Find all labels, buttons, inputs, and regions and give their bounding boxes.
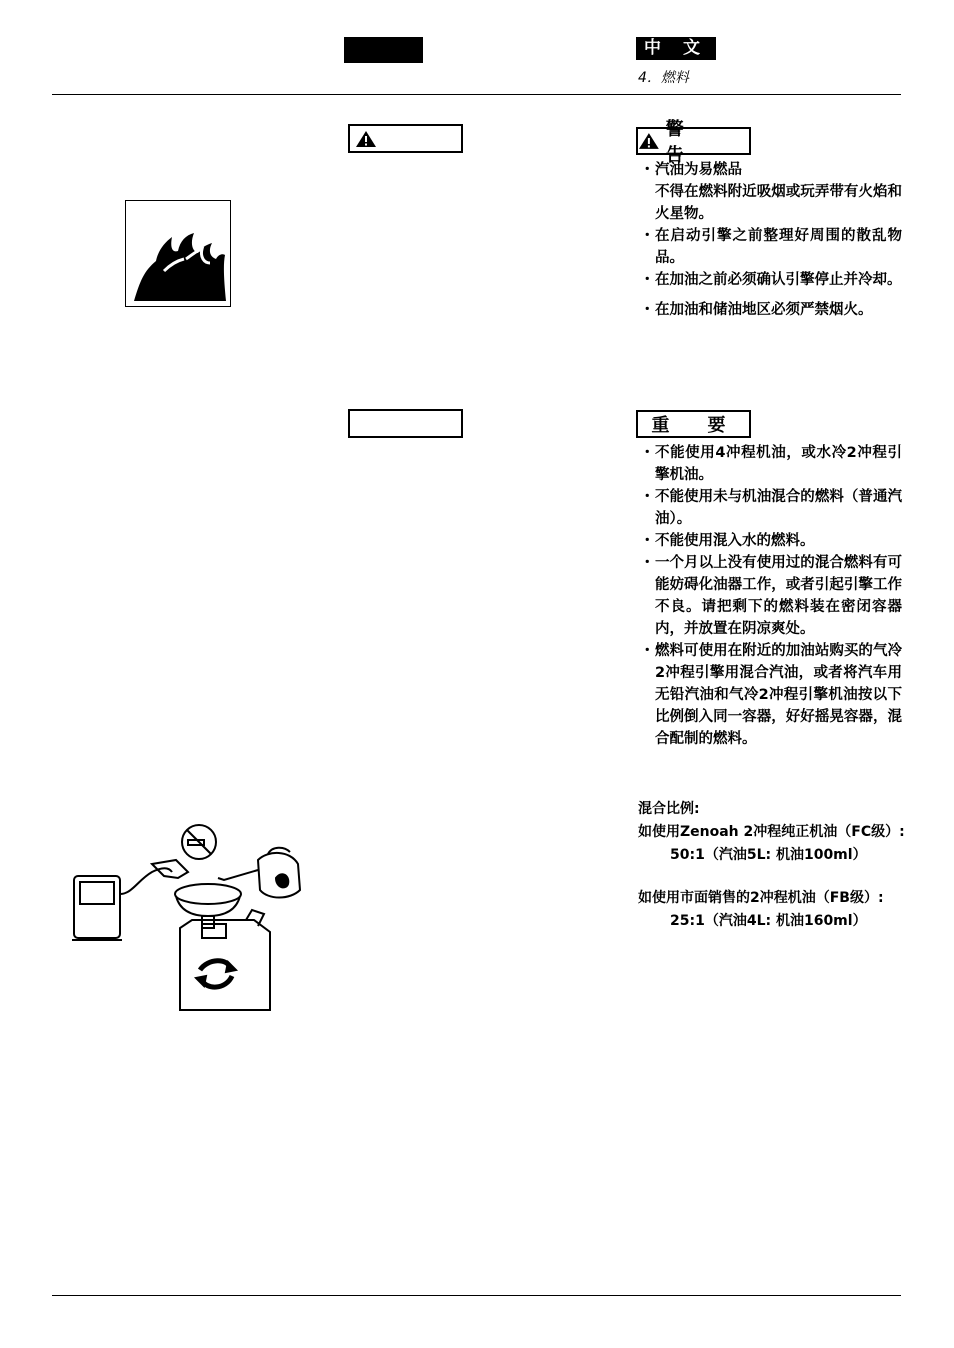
list-item: ・ 不能使用混入水的燃料。 xyxy=(640,533,815,549)
oil-can-icon xyxy=(218,848,300,898)
no-smoking-icon xyxy=(182,825,216,859)
list-item: ・ 不能使用未与机油混合的燃料（普通汽油）。 xyxy=(640,489,902,527)
language-tag: 中 文 xyxy=(636,37,716,60)
list-item: ・ 一个月以上没有使用过的混合燃料有可能妨碍化油器工作，或者引起引擎工作不良。请把剩下的燃料装在密闭容器内，并放置在阴凉爽处。 xyxy=(640,555,902,637)
list-item: ・ 汽油为易燃品 不得在燃料附近吸烟或玩弄带有火焰和火星物。 xyxy=(640,162,902,222)
warning-triangle-icon xyxy=(638,132,660,150)
refueling-illustration xyxy=(68,820,308,1016)
warning-label-text: 警 告 xyxy=(665,119,722,166)
warning-label xyxy=(636,119,751,166)
header-rule xyxy=(52,94,901,95)
warning-list xyxy=(638,159,902,321)
important-label: 重 要 xyxy=(636,410,751,438)
warning-triangle-icon xyxy=(355,130,377,148)
jerry-can-icon xyxy=(180,910,270,1010)
list-item: ・ 在加油和储油地区必须严禁烟火。 xyxy=(640,302,873,318)
important-box-blank xyxy=(348,409,463,438)
funnel-icon xyxy=(175,884,241,928)
mixing-commercial-label: 如使用市面销售的2冲程机油（FB级）: xyxy=(638,890,884,906)
fuel-pump-icon xyxy=(72,860,188,940)
list-item: ・ 不能使用4冲程机油，或水冷2冲程引擎机油。 xyxy=(640,445,902,483)
footer-rule xyxy=(52,1295,901,1296)
warning-box-blank xyxy=(348,124,463,153)
important-list xyxy=(638,442,902,750)
mixing-genuine-ratio: 50:1（汽油5L: 机油100ml） xyxy=(670,847,867,863)
language-tab-blank xyxy=(344,37,423,63)
section-title: 4．燃料 xyxy=(638,70,689,86)
list-item: ・ 在启动引擎之前整理好周围的散乱物品。 xyxy=(640,228,902,266)
mixing-ratio-block xyxy=(638,798,918,933)
flame-warning-icon xyxy=(125,200,231,307)
mixing-genuine-label: 如使用Zenoah 2冲程纯正机油（FC级）: xyxy=(638,824,905,840)
list-item: ・ 在加油之前必须确认引擎停止并冷却。 xyxy=(640,272,902,288)
list-item: ・ 燃料可使用在附近的加油站购买的气冷2冲程引擎用混合汽油，或者将汽车用无铅汽油和气冷2冲程引擎机油按以下比例倒入同一容器，好好摇晃容器，混合配制的燃料。 xyxy=(640,643,902,747)
mixing-heading: 混合比例: xyxy=(638,801,700,817)
mixing-commercial-ratio: 25:1（汽油4L: 机油160ml） xyxy=(670,913,867,929)
